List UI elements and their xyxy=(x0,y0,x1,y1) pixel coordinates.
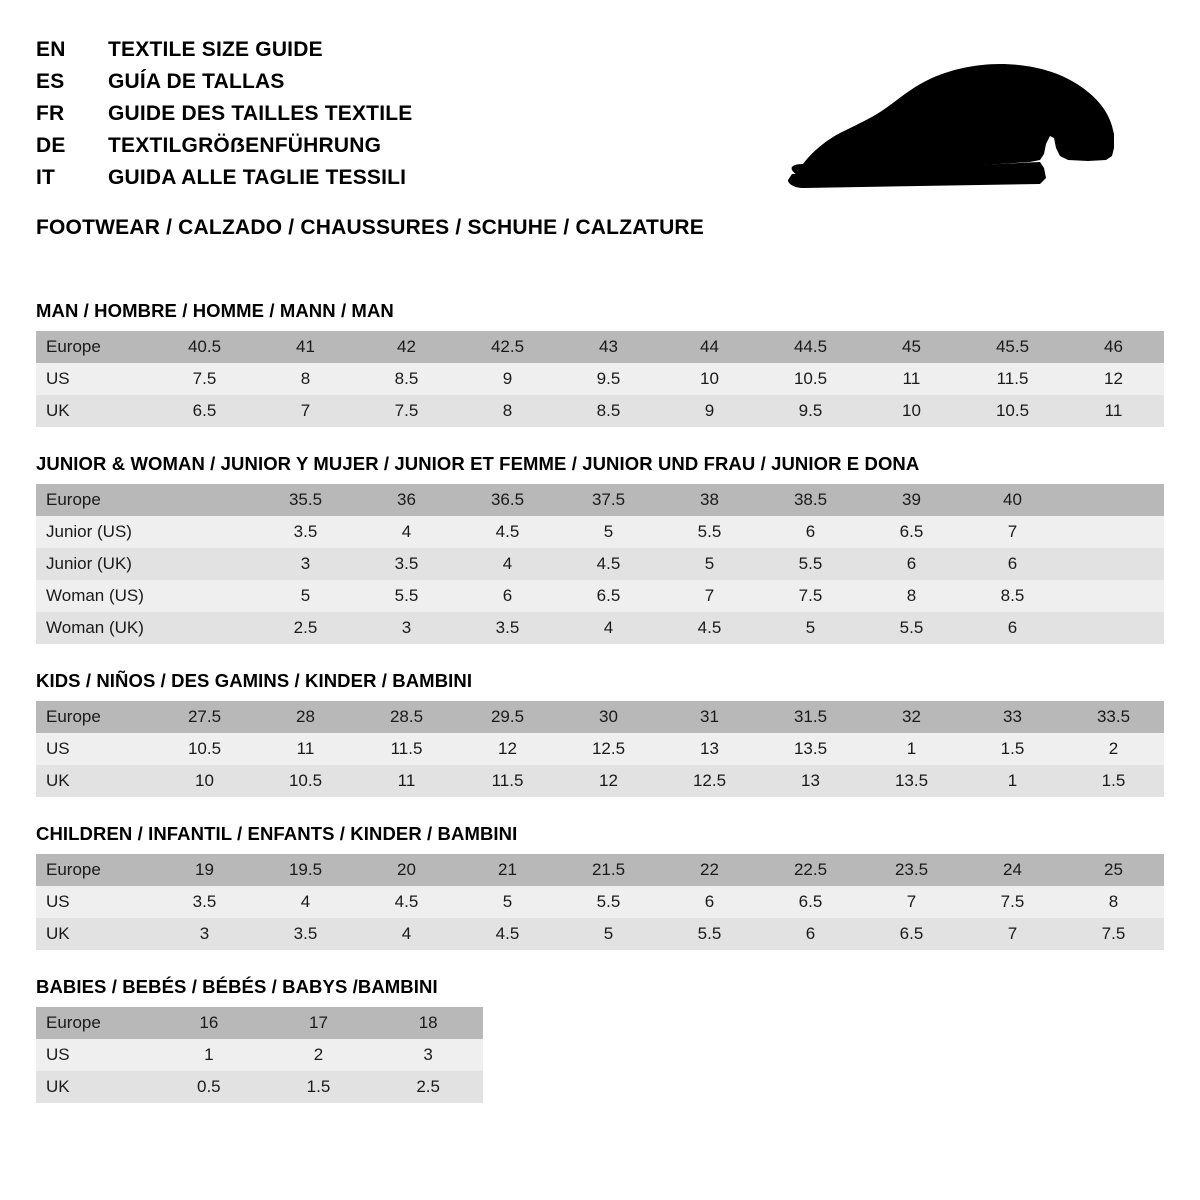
cell: 10.5 xyxy=(760,363,861,395)
cell: 3.5 xyxy=(457,612,558,644)
cell: 17 xyxy=(264,1007,374,1039)
section-title: CHILDREN / INFANTIL / ENFANTS / KINDER / BAMBINI xyxy=(36,822,518,844)
cell: 11 xyxy=(356,765,457,797)
cell: 6 xyxy=(457,580,558,612)
row-label: US xyxy=(36,733,154,765)
cell: 35.5 xyxy=(255,484,356,516)
cell: 10 xyxy=(659,363,760,395)
size-table-kids xyxy=(36,701,1164,797)
cell xyxy=(1063,612,1164,644)
cell: 5.5 xyxy=(659,516,760,548)
cell: 3 xyxy=(255,548,356,580)
cell: 45.5 xyxy=(962,331,1063,363)
table-row xyxy=(36,395,1164,427)
row-label: Europe xyxy=(36,1007,154,1039)
cell: 13 xyxy=(659,733,760,765)
cell: 5 xyxy=(558,516,659,548)
size-table-children xyxy=(36,854,1164,950)
cell: 2 xyxy=(1063,733,1164,765)
cell: 13 xyxy=(760,765,861,797)
table-row xyxy=(36,918,1164,950)
cell: 7 xyxy=(659,580,760,612)
cell: 12.5 xyxy=(659,765,760,797)
cell: 7 xyxy=(962,918,1063,950)
cell: 8.5 xyxy=(962,580,1063,612)
cell: 13.5 xyxy=(760,733,861,765)
cell: 5 xyxy=(558,918,659,950)
section-children xyxy=(36,823,1164,950)
row-label: Junior (UK) xyxy=(36,548,154,580)
cell xyxy=(154,580,255,612)
language-code: DE xyxy=(36,133,66,157)
cell: 8 xyxy=(255,363,356,395)
cell: 9.5 xyxy=(760,395,861,427)
cell: 12 xyxy=(558,765,659,797)
cell: 8 xyxy=(861,580,962,612)
language-code: ES xyxy=(36,69,65,93)
cell: 7.5 xyxy=(962,886,1063,918)
cell: 7 xyxy=(962,516,1063,548)
cell: 8.5 xyxy=(356,363,457,395)
language-title: GUÍA DE TALLAS xyxy=(108,69,285,93)
cell: 5 xyxy=(659,548,760,580)
cell: 29.5 xyxy=(457,701,558,733)
cell: 7.5 xyxy=(1063,918,1164,950)
cell: 5.5 xyxy=(356,580,457,612)
cell: 4 xyxy=(356,516,457,548)
cell: 4.5 xyxy=(558,548,659,580)
cell: 4.5 xyxy=(659,612,760,644)
cell: 2 xyxy=(264,1039,374,1071)
language-title: TEXTILE SIZE GUIDE xyxy=(108,38,323,61)
row-label: Europe xyxy=(36,331,154,363)
row-label: Woman (US) xyxy=(36,580,154,612)
row-label: UK xyxy=(36,395,154,427)
cell: 8 xyxy=(1063,886,1164,918)
cell: 1.5 xyxy=(1063,765,1164,797)
section-title: MAN / HOMBRE / HOMME / MANN / MAN xyxy=(36,299,394,321)
cell: 33.5 xyxy=(1063,701,1164,733)
table-row xyxy=(36,1007,483,1039)
cell: 31.5 xyxy=(760,701,861,733)
cell xyxy=(154,516,255,548)
cell: 19 xyxy=(154,854,255,886)
cell xyxy=(1063,484,1164,516)
cell: 12 xyxy=(1063,363,1164,395)
cell: 6 xyxy=(659,886,760,918)
cell: 9 xyxy=(457,363,558,395)
language-title: TEXTILGRÖẞENFÜHRUNG xyxy=(108,133,382,157)
table-row xyxy=(36,886,1164,918)
cell: 2.5 xyxy=(255,612,356,644)
size-tables xyxy=(36,300,1164,1103)
cell: 6 xyxy=(962,548,1063,580)
row-label: UK xyxy=(36,765,154,797)
cell: 10.5 xyxy=(154,733,255,765)
category-subtitle: FOOTWEAR / CALZADO / CHAUSSURES / SCHUHE / CALZATURE xyxy=(36,215,705,239)
cell: 41 xyxy=(255,331,356,363)
cell: 40 xyxy=(962,484,1063,516)
language-code: FR xyxy=(36,101,65,125)
cell: 24 xyxy=(962,854,1063,886)
cell: 1 xyxy=(154,1039,264,1071)
cell: 5.5 xyxy=(760,548,861,580)
cell: 42 xyxy=(356,331,457,363)
cell: 4.5 xyxy=(457,516,558,548)
table-row xyxy=(36,484,1164,516)
section-junior-woman xyxy=(36,453,1164,644)
section-man xyxy=(36,300,1164,427)
cell: 11.5 xyxy=(356,733,457,765)
cell: 3.5 xyxy=(255,516,356,548)
cell: 9 xyxy=(659,395,760,427)
cell: 11.5 xyxy=(457,765,558,797)
document-header xyxy=(36,34,1164,240)
table-row xyxy=(36,1039,483,1071)
cell: 3 xyxy=(373,1039,483,1071)
cell: 4 xyxy=(356,918,457,950)
table-row xyxy=(36,548,1164,580)
cell: 40.5 xyxy=(154,331,255,363)
cell: 5 xyxy=(760,612,861,644)
cell: 5 xyxy=(255,580,356,612)
table-row xyxy=(36,701,1164,733)
cell: 43 xyxy=(558,331,659,363)
cell: 6 xyxy=(760,918,861,950)
cell: 10.5 xyxy=(255,765,356,797)
cell: 6.5 xyxy=(861,516,962,548)
cell: 10 xyxy=(154,765,255,797)
cell: 7.5 xyxy=(154,363,255,395)
cell: 45 xyxy=(861,331,962,363)
cell: 4 xyxy=(558,612,659,644)
cell: 6 xyxy=(962,612,1063,644)
cell: 36 xyxy=(356,484,457,516)
table-row xyxy=(36,612,1164,644)
cell: 38 xyxy=(659,484,760,516)
cell: 21 xyxy=(457,854,558,886)
section-title: JUNIOR & WOMAN / JUNIOR Y MUJER / JUNIOR ET FEMME / JUNIOR UND FRAU / JUNIOR E DONA xyxy=(36,452,920,474)
size-table-junior-woman xyxy=(36,484,1164,644)
cell xyxy=(154,484,255,516)
cell: 44.5 xyxy=(760,331,861,363)
cell: 6.5 xyxy=(558,580,659,612)
section-title: KIDS / NIÑOS / DES GAMINS / KINDER / BAMBINI xyxy=(36,669,473,691)
cell: 39 xyxy=(861,484,962,516)
section-babies xyxy=(36,976,1164,1103)
language-title: GUIDE DES TAILLES TEXTILE xyxy=(108,101,413,125)
language-code: EN xyxy=(36,38,66,61)
cell: 27.5 xyxy=(154,701,255,733)
cell: 7 xyxy=(861,886,962,918)
cell: 8 xyxy=(457,395,558,427)
cell: 5.5 xyxy=(558,886,659,918)
cell: 4.5 xyxy=(356,886,457,918)
cell: 1 xyxy=(861,733,962,765)
cell: 5.5 xyxy=(659,918,760,950)
cell: 32 xyxy=(861,701,962,733)
cell: 9.5 xyxy=(558,363,659,395)
row-label: Junior (US) xyxy=(36,516,154,548)
table-row xyxy=(36,516,1164,548)
cell: 11 xyxy=(255,733,356,765)
dress-shoe-icon xyxy=(768,56,1128,206)
row-label: US xyxy=(36,886,154,918)
cell: 44 xyxy=(659,331,760,363)
cell: 5 xyxy=(457,886,558,918)
cell: 20 xyxy=(356,854,457,886)
cell: 38.5 xyxy=(760,484,861,516)
cell: 1 xyxy=(962,765,1063,797)
table-row xyxy=(36,363,1164,395)
cell: 31 xyxy=(659,701,760,733)
cell: 22 xyxy=(659,854,760,886)
cell: 46 xyxy=(1063,331,1164,363)
cell: 11 xyxy=(861,363,962,395)
cell: 3.5 xyxy=(255,918,356,950)
cell: 33 xyxy=(962,701,1063,733)
cell: 23.5 xyxy=(861,854,962,886)
size-table-man xyxy=(36,331,1164,427)
cell xyxy=(1063,548,1164,580)
size-table-babies xyxy=(36,1007,483,1103)
row-label: UK xyxy=(36,918,154,950)
table-row xyxy=(36,331,1164,363)
cell: 11.5 xyxy=(962,363,1063,395)
cell: 8.5 xyxy=(558,395,659,427)
cell xyxy=(1063,580,1164,612)
cell: 6 xyxy=(760,516,861,548)
cell: 1.5 xyxy=(264,1071,374,1103)
language-title: GUIDA ALLE TAGLIE TESSILI xyxy=(108,165,407,189)
cell: 0.5 xyxy=(154,1071,264,1103)
cell xyxy=(154,612,255,644)
row-label: Woman (UK) xyxy=(36,612,154,644)
cell: 30 xyxy=(558,701,659,733)
cell: 4 xyxy=(457,548,558,580)
row-label: Europe xyxy=(36,701,154,733)
cell: 12.5 xyxy=(558,733,659,765)
cell: 3.5 xyxy=(356,548,457,580)
table-row xyxy=(36,580,1164,612)
cell: 18 xyxy=(373,1007,483,1039)
cell: 36.5 xyxy=(457,484,558,516)
cell: 16 xyxy=(154,1007,264,1039)
section-kids xyxy=(36,670,1164,797)
cell: 12 xyxy=(457,733,558,765)
cell: 13.5 xyxy=(861,765,962,797)
cell: 7.5 xyxy=(760,580,861,612)
cell: 7.5 xyxy=(356,395,457,427)
cell: 3 xyxy=(356,612,457,644)
cell: 5.5 xyxy=(861,612,962,644)
row-label: US xyxy=(36,363,154,395)
cell: 6.5 xyxy=(861,918,962,950)
cell: 28 xyxy=(255,701,356,733)
cell: 2.5 xyxy=(373,1071,483,1103)
row-label: UK xyxy=(36,1071,154,1103)
section-title: BABIES / BEBÉS / BÉBÉS / BABYS /BAMBINI xyxy=(36,975,438,997)
row-label: Europe xyxy=(36,484,154,516)
cell: 37.5 xyxy=(558,484,659,516)
cell: 4 xyxy=(255,886,356,918)
cell xyxy=(154,548,255,580)
table-row xyxy=(36,854,1164,886)
table-row xyxy=(36,1071,483,1103)
cell: 42.5 xyxy=(457,331,558,363)
row-label: US xyxy=(36,1039,154,1071)
language-code: IT xyxy=(36,165,56,189)
cell: 28.5 xyxy=(356,701,457,733)
cell: 22.5 xyxy=(760,854,861,886)
cell: 25 xyxy=(1063,854,1164,886)
cell: 1.5 xyxy=(962,733,1063,765)
cell: 6.5 xyxy=(154,395,255,427)
cell: 19.5 xyxy=(255,854,356,886)
cell: 21.5 xyxy=(558,854,659,886)
table-row xyxy=(36,765,1164,797)
table-row xyxy=(36,733,1164,765)
cell: 11 xyxy=(1063,395,1164,427)
cell: 6.5 xyxy=(760,886,861,918)
cell: 6 xyxy=(861,548,962,580)
row-label: Europe xyxy=(36,854,154,886)
cell: 3 xyxy=(154,918,255,950)
cell: 10 xyxy=(861,395,962,427)
cell: 7 xyxy=(255,395,356,427)
cell: 4.5 xyxy=(457,918,558,950)
cell: 3.5 xyxy=(154,886,255,918)
cell: 10.5 xyxy=(962,395,1063,427)
cell xyxy=(1063,516,1164,548)
